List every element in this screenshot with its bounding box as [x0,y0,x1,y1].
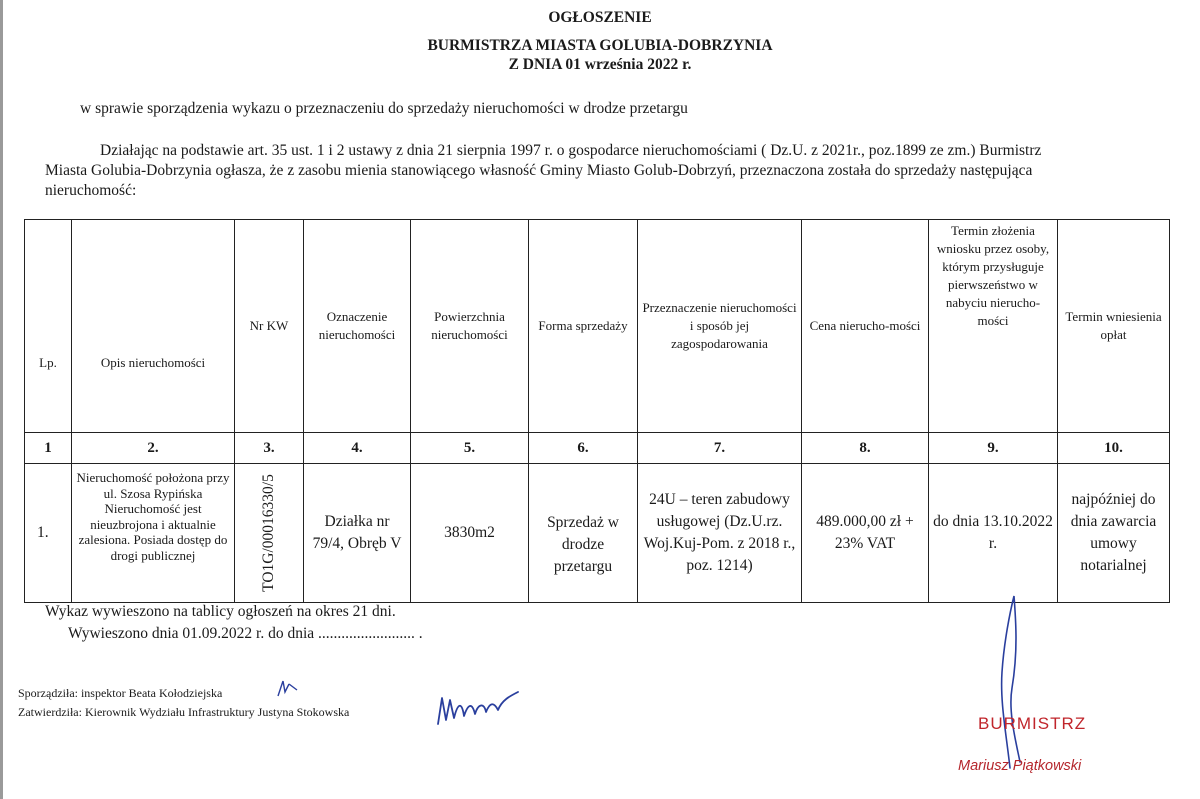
kw-number: TO1G/00016330/5 [260,474,277,592]
header-lp: Lp. [25,220,72,433]
header-designation: Oznaczenie nieruchomości [304,220,411,433]
header-purpose: Przeznaczenie nieruchomości i sposób jej zagospodarowania [638,220,802,433]
cell-price: 489.000,00 zł + 23% VAT [802,464,929,603]
subject-line: w sprawie sporządzenia wykazu o przeznaczeniu do sprzedaży nieruchomości w drodze przetargu [80,100,688,117]
table-row [25,464,1170,603]
property-table [24,219,1170,603]
issuer-title: BURMISTRZA MIASTA GOLUBIA-DOBRZYNIA [427,37,773,54]
announcement-date: Z DNIA 01 września 2022 r. [508,56,692,73]
header-sale-form: Forma sprzedaży [529,220,638,433]
header-description: Opis nieruchomości [72,220,235,433]
col-number: 10. [1058,433,1170,464]
stamp-name: Mariusz Piątkowski [958,758,1082,774]
cell-deadline: do dnia 13.10.2022 r. [929,464,1058,603]
col-number: 6. [529,433,638,464]
col-number: 4. [304,433,411,464]
col-number: 9. [929,433,1058,464]
announcement-title: OGŁOSZENIE [548,9,652,26]
cell-designation: Działka nr 79/4, Obręb V [304,464,411,603]
posting-period: Wykaz wywieszono na tablicy ogłoszeń na okres 21 dni. [45,603,396,620]
initials-signature [275,678,301,700]
cell-sale-form: Sprzedaż w drodze przetargu [529,464,638,603]
col-number: 3. [235,433,304,464]
table-header-row [25,220,1170,433]
col-number: 8. [802,433,929,464]
mayor-signature-stroke [990,592,1030,772]
header-price: Cena nierucho-mości [802,220,929,433]
header-payment: Termin wniesienia opłat [1058,220,1170,433]
cell-description: Nieruchomość położona przy ul. Szosa Rypińska Nieruchomość jest nieuzbrojona i aktualnie zalesiona. Posiada dostęp do drogi publicznej [72,464,235,603]
col-number: 5. [411,433,529,464]
header-kw: Nr KW [235,220,304,433]
col-number: 1 [25,433,72,464]
posting-date: Wywieszono dnia 01.09.2022 r. do dnia ......................... . [68,625,423,642]
prepared-by: Sporządziła: inspektor Beata Kołodziejska [18,686,223,700]
header-area: Powierzchnia nieruchomości [411,220,529,433]
header-deadline: Termin złożenia wniosku przez osoby, którym przysługuje pierwszeństwo w nabyciu nierucho-mości [929,220,1058,433]
cell-purpose: 24U – teren zabudowy usługowej (Dz.U.rz. Woj.Kuj-Pom. z 2018 r., poz. 1214) [638,464,802,603]
intro-line-3: nieruchomość: [45,182,137,199]
table-number-row [25,433,1170,464]
cell-area: 3830m2 [411,464,529,603]
cell-lp: 1. [25,464,72,603]
intro-line-2: Miasta Golubia-Dobrzynia ogłasza, że z zasobu mienia stanowiącego własność Gminy Miasto Golub-Dobrzyń, przeznaczona została do sprzedaży następująca [45,162,1033,179]
col-number: 2. [72,433,235,464]
col-number: 7. [638,433,802,464]
handwritten-signature [432,690,524,732]
cell-payment: najpóźniej do dnia zawarcia umowy notarialnej [1058,464,1170,603]
cell-kw [235,464,304,603]
approved-by: Zatwierdziła: Kierownik Wydziału Infrastruktury Justyna Stokowska [18,705,350,719]
intro-line-1: Działając na podstawie art. 35 ust. 1 i 2 ustawy z dnia 21 sierpnia 1997 r. o gospodarce nieruchomościami ( Dz.U. z 2021r., poz.1899 ze zm.) Burmistrz [100,142,1042,159]
scan-edge [0,0,3,799]
stamp-title: BURMISTRZ [978,714,1087,733]
